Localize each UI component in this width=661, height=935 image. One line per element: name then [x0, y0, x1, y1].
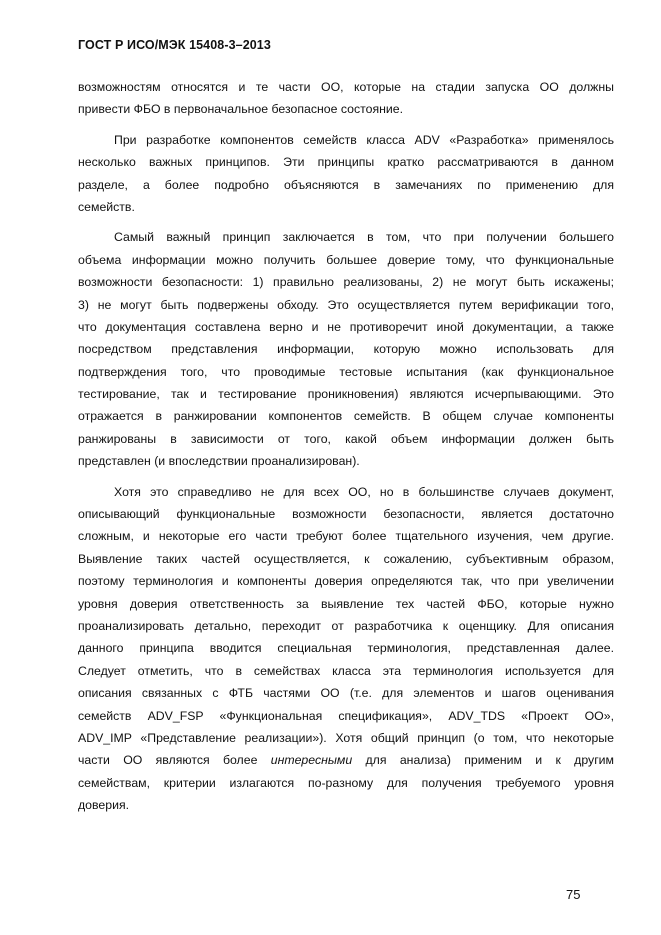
- text-segment: части ОО являются более: [78, 753, 271, 768]
- text-line: Хотя это справедливо не для всех ОО, но в большинстве случаев документ,: [114, 484, 614, 499]
- text-segment: для анализа) применим и к другим: [352, 753, 615, 768]
- text-line: разделе, а более подробно объясняются в замечаниях по применению для: [78, 177, 614, 192]
- paragraph: [78, 226, 614, 472]
- text-line: [78, 749, 614, 771]
- paragraph: [78, 129, 614, 219]
- text-line: что документация составлена верно и не противоречит иной документации, а также: [78, 319, 614, 334]
- text-line: Выявление таких частей осуществляется, к сожалению, субъективным образом,: [78, 551, 614, 566]
- text-line: описывающий функциональные возможности безопасности, является достаточно: [78, 507, 614, 522]
- text-line: ADV_IMP «Представление реализации»). Хотя общий принцип (о том, что некоторые: [78, 730, 614, 745]
- text-line: несколько важных принципов. Эти принципы кратко рассматриваются в данном: [78, 155, 614, 170]
- text-line: сложным, и некоторые его части требуют более тщательного изучения, чем другие.: [78, 529, 614, 544]
- text-line: Самый важный принцип заключается в том, что при получении большего: [114, 230, 614, 245]
- text-line: поэтому терминология и компоненты доверия определяются так, что при увеличении: [78, 574, 614, 589]
- paragraph: [78, 76, 614, 121]
- document-body: [78, 76, 614, 825]
- text-line: посредством представления информации, которую можно использовать для: [78, 342, 614, 357]
- text-line: семейств ADV_FSP «Функциональная спецификация», ADV_TDS «Проект ОО»,: [78, 708, 614, 723]
- text-line: привести ФБО в первоначальное безопасное состояние.: [78, 102, 404, 117]
- text-line: описания связанных с ФТБ частями ОО (т.е. для элементов и шагов оценивания: [78, 686, 614, 701]
- text-line: уровня доверия ответственность за выявление тех частей ФБО, которые нужно: [78, 596, 614, 611]
- text-line: 3) не могут быть подвержены обходу. Это осуществляется путем верификации того,: [78, 297, 614, 312]
- page-number: 75: [566, 887, 581, 902]
- text-line: проанализировать детально, переходит от разработчика к оценщику. Для описания: [78, 618, 614, 633]
- emphasized-word: интересными: [270, 753, 353, 768]
- text-line: ранжированы в зависимости от того, какой объем информации должен быть: [78, 431, 614, 446]
- text-line: объема информации можно получить большее доверие тому, что функциональные: [78, 252, 614, 267]
- text-line: возможностям относятся и те части ОО, которые на стадии запуска ОО должны: [78, 80, 614, 94]
- text-line: семейств.: [78, 199, 135, 214]
- text-line: подтверждения того, что проводимые тестовые испытания (как функциональное: [78, 364, 614, 379]
- page-header-title: ГОСТ Р ИСО/МЭК 15408-3–2013: [78, 38, 271, 52]
- paragraph: [78, 481, 614, 817]
- text-line: тестирование, так и тестирование проникновения) являются исчерпывающими. Это: [78, 387, 614, 402]
- text-line: данного принципа вводится специальная терминология, представленная далее.: [78, 641, 614, 656]
- text-line: возможности безопасности: 1) правильно реализованы, 2) не могут быть искажены;: [78, 275, 614, 290]
- text-line: отражается в ранжировании компонентов семейств. В общем случае компоненты: [78, 409, 614, 424]
- text-line: представлен (и впоследствии проанализирован).: [78, 454, 360, 469]
- text-line: При разработке компонентов семейств класса ADV «Разработка» применялось: [114, 132, 614, 147]
- text-line: доверия.: [78, 798, 130, 813]
- text-line: семействам, критерии излагаются по-разному для получения требуемого уровня: [78, 775, 614, 790]
- text-line: Следует отметить, что в семействах класса эта терминология используется для: [78, 663, 614, 678]
